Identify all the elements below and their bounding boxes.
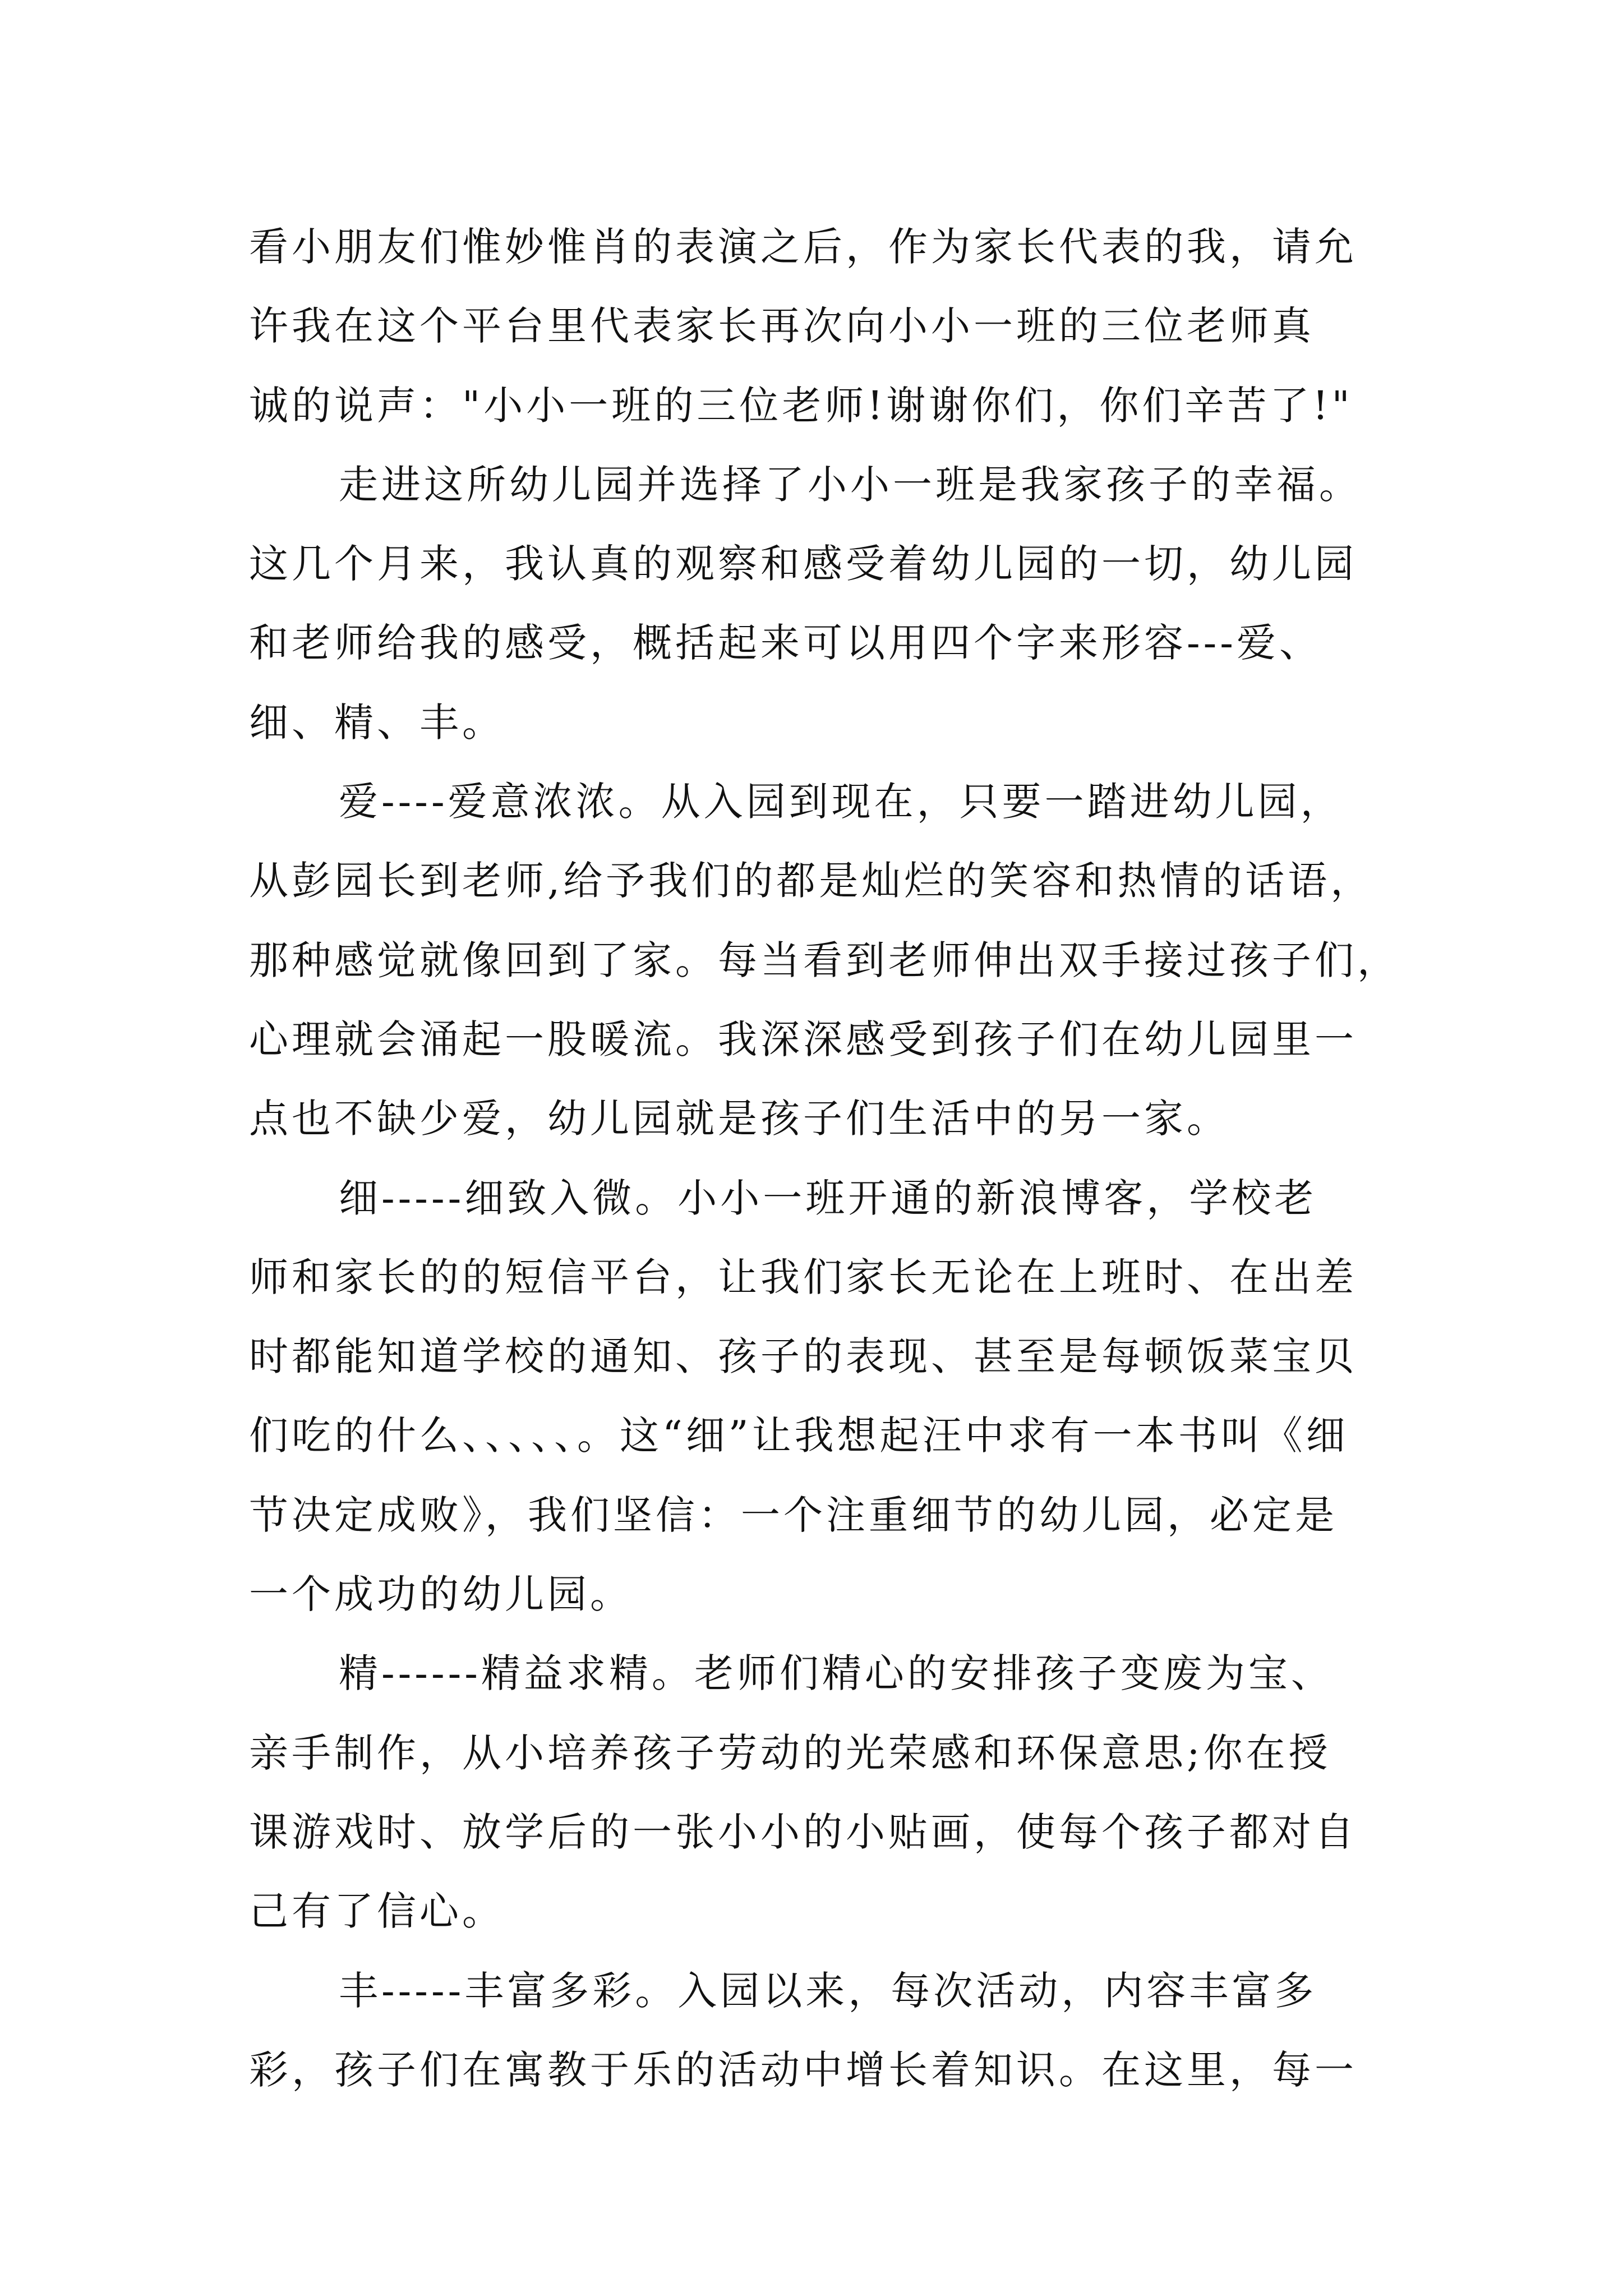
text-line: 己有了信心。: [249, 1888, 505, 1935]
text-line: 细、精、丰。: [249, 699, 505, 746]
text-line: 爱----爱意浓浓。从入园到现在，只要一踏进幼儿园，: [339, 779, 1343, 825]
text-line: 丰-----丰富多彩。入园以来，每次活动，内容丰富多: [339, 1967, 1317, 2014]
text-line: 彩，孩子们在寓教于乐的活动中增长着知识。在这里，每一: [249, 2046, 1357, 2093]
text-line: 亲手制作，从小培养孩子劳动的光荣感和环保意思;你在授: [249, 1729, 1331, 1776]
text-line: 节决定成败》，我们坚信：一个注重细节的幼儿园，必定是: [249, 1492, 1338, 1538]
text-line: 走进这所幼儿园并选择了小小一班是我家孩子的幸福。: [339, 461, 1362, 508]
text-line: 一个成功的幼儿园。: [249, 1571, 633, 1618]
text-line: 细-----细致入微。小小一班开通的新浪博客，学校老: [339, 1175, 1317, 1221]
text-line: 精------精益求精。老师们精心的安排孩子变废为宝、: [339, 1650, 1334, 1697]
paragraph-detail: [249, 1159, 1376, 1635]
text-line: 这几个月来，我认真的观察和感受着幼儿园的一切，幼儿园: [249, 541, 1357, 587]
text-line: 时都能知道学校的通知、孩子的表现、甚至是每顿饭菜宝贝: [249, 1333, 1357, 1380]
text-line: 看小朋友们惟妙惟肖的表演之后，作为家长代表的我，请允: [249, 224, 1357, 270]
text-line: 从彭园长到老师,给予我们的都是灿烂的笑容和热情的话语，: [249, 858, 1373, 904]
text-line: 那种感觉就像回到了家。每当看到老师伸出双手接过孩子们，: [249, 937, 1400, 983]
body-text: [249, 208, 1400, 2110]
text-line: 心理就会涌起一股暖流。我深深感受到孩子们在幼儿园里一: [249, 1016, 1357, 1062]
paragraph-1: [249, 208, 1376, 445]
text-line: 和老师给我的感受，概括起来可以用四个字来形容---爱、: [249, 620, 1322, 666]
paragraph-2: [249, 445, 1376, 762]
paragraph-excellence: [249, 1634, 1376, 1951]
text-line: 许我在这个平台里代表家长再次向小小一班的三位老师真: [249, 303, 1315, 349]
text-line: 课游戏时、放学后的一张小小的小贴画，使每个孩子都对自: [249, 1809, 1357, 1855]
text-line: 诚的说声："小小一班的三位老师!谢谢你们，你们辛苦了!": [249, 382, 1353, 429]
text-line: 们吃的什么、、、、、。这“细”让我想起汪中求有一本书叫《细: [249, 1412, 1349, 1459]
text-line: 点也不缺少爱，幼儿园就是孩子们生活中的另一家。: [249, 1096, 1229, 1142]
paragraph-love: [249, 762, 1400, 1158]
text-line: 师和家长的的短信平台，让我们家长无论在上班时、在出差: [249, 1254, 1357, 1300]
paragraph-richness: [249, 1952, 1376, 2110]
